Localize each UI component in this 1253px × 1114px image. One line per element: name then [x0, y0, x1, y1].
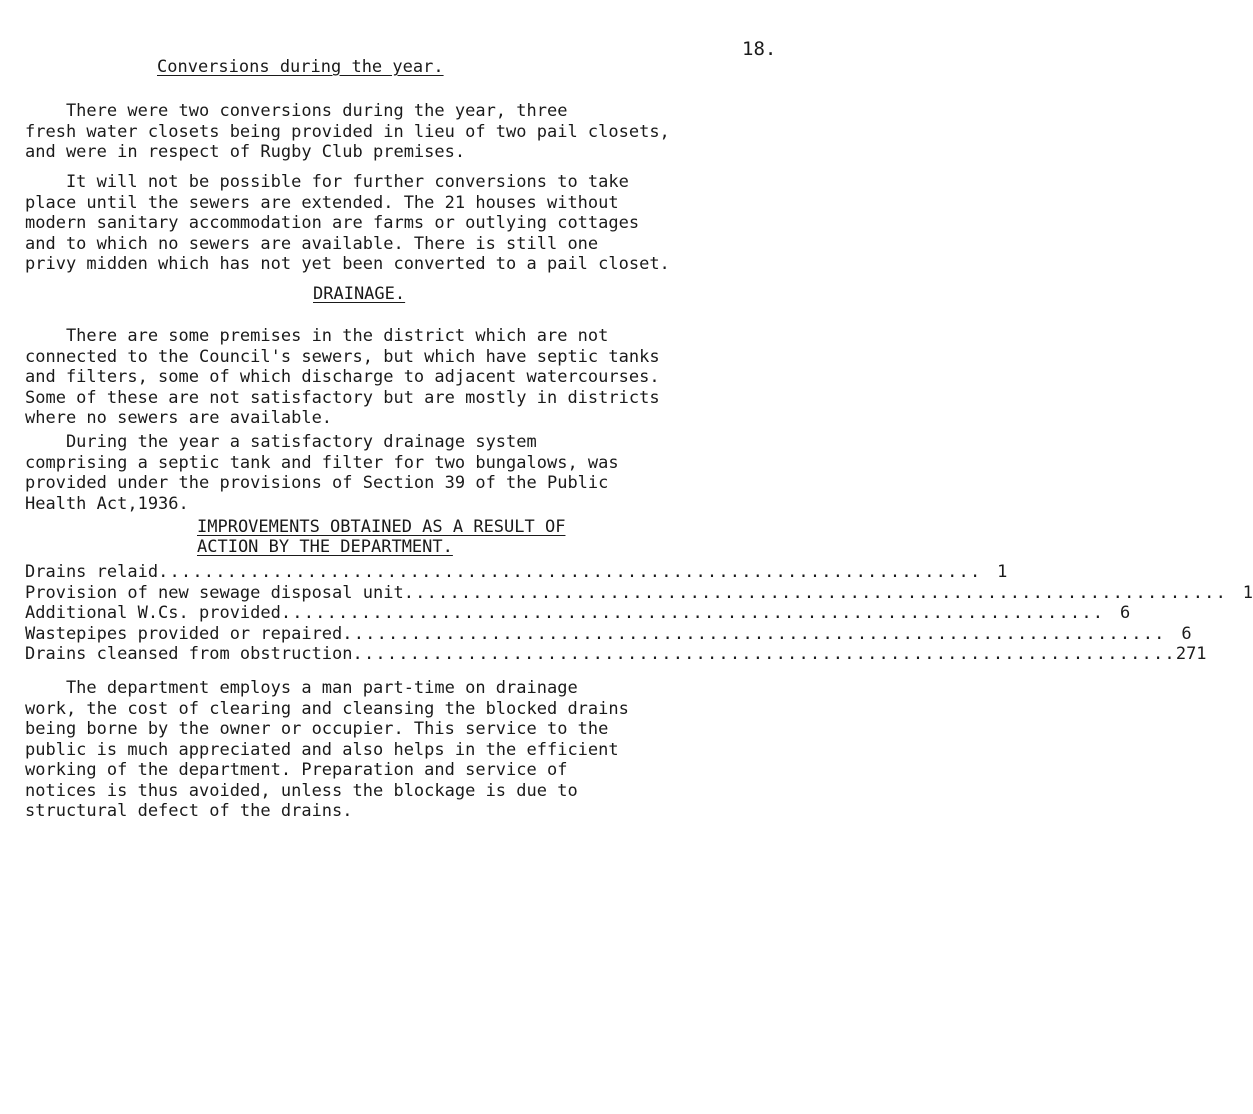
- item-label: Additional W.Cs. provided: [25, 603, 281, 623]
- drainage-paragraph-2: During the year a satisfactory drainage system comprising a septic tank and filter for two bungalows, was provided under the provisions of Section 39 of the Public Health Act,1936.: [25, 432, 619, 514]
- dot-leader: ........................................................................: [352, 644, 1176, 664]
- list-item: [25, 582, 1253, 604]
- item-value: 6: [1119, 603, 1131, 623]
- drainage-paragraph-1: There are some premises in the district which are not connected to the Council's sewers, but which have septic tanks and filters, some of which discharge to adjacent watercourses. Some of these are not satisfactory but are mostly in districts where no sewers are available.: [25, 326, 660, 428]
- item-label: Drains cleansed from obstruction: [25, 644, 353, 664]
- item-label: Provision of new sewage disposal unit: [25, 582, 404, 603]
- list-item: [25, 644, 1207, 665]
- conversions-paragraph-1: There were two conversions during the year, three fresh water closets being provided in lieu of two pail closets, and were in respect of Rugby Club premises.: [25, 101, 670, 162]
- item-value: 6: [1181, 623, 1192, 644]
- item-value: 1: [997, 562, 1008, 582]
- improvements-list: [25, 562, 1253, 665]
- drainage-heading: DRAINAGE.: [313, 284, 406, 304]
- dot-leader: ........................................................................: [280, 603, 1105, 623]
- item-label: Wastepipes provided or repaired: [25, 623, 343, 644]
- list-item: [25, 562, 1008, 583]
- page-number: 18.: [742, 38, 777, 60]
- dot-leader: ........................................................................: [342, 623, 1166, 644]
- conversions-heading: Conversions during the year.: [157, 57, 444, 77]
- conversions-paragraph-2: It will not be possible for further conversions to take place until the sewers are extended. The 21 houses without modern sanitary accommodation are farms or outlying cottages and to which no sewers are available. There is still one privy midden which has not yet been converted to a pail closet.: [25, 172, 670, 274]
- item-value: 1: [1242, 582, 1253, 603]
- dot-leader: ........................................................................: [158, 562, 982, 582]
- dot-leader: ........................................................................: [403, 582, 1228, 603]
- improvements-closing-paragraph: The department employs a man part-time on drainage work, the cost of clearing and cleansing the blocked drains being borne by the owner or occupier. This service to the public is much appreciated and also helps in the efficient working of the department. Preparation and service of notices is thus avoided, unless the blockage is due to structural defect of the drains.: [25, 678, 629, 821]
- improvements-heading-line-2: ACTION BY THE DEPARTMENT.: [197, 537, 453, 557]
- list-item: [25, 603, 1131, 624]
- item-value: 271: [1175, 644, 1207, 664]
- improvements-heading-line-1: IMPROVEMENTS OBTAINED AS A RESULT OF: [197, 517, 566, 537]
- list-item: [25, 623, 1192, 645]
- item-label: Drains relaid: [25, 562, 159, 582]
